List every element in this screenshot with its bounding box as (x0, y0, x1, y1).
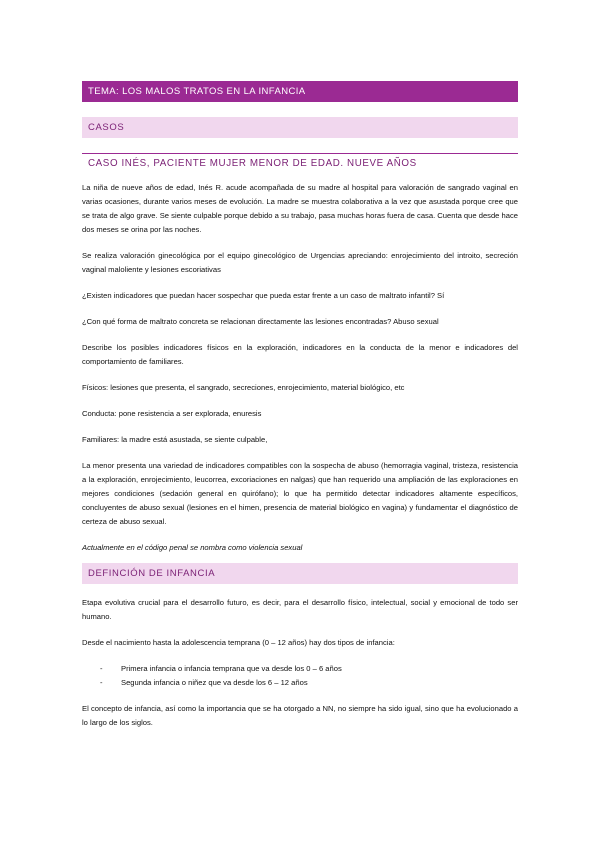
case-paragraph-2: Se realiza valoración ginecológica por el equipo ginecológico de Urgencias apreciando: enrojecimiento del introito, secreción vaginal maloliente y lesiones escoriativas (82, 251, 518, 274)
infancia-types-list (82, 662, 518, 690)
question-maltreatment-type: ¿Con qué forma de maltrato concreta se relacionan directamente las lesiones encontradas? Abuso sexual (82, 317, 439, 326)
physical-indicators: Físicos: lesiones que presenta, el sangrado, secreciones, enrojecimiento, material biológico, etc (82, 383, 405, 392)
case-conclusion: La menor presenta una variedad de indicadores compatibles con la sospecha de abuso (hemorragia vaginal, tristeza, resistencia a la exploración, enrojecimiento, leucorrea, excoriaciones en nalgas) que han requerido una ampliación de las exploraciones en mejores condiciones (sedación general en quirófano); lo que ha permitido detectar indicadores altamente específicos, concluyentes de abuso sexual (lesiones en el himen, presencia de material biológico en vagina) y fundamentar el diagnóstico de certeza de abuso sexual. (82, 461, 518, 526)
infancia-concept-evolution: El concepto de infancia, así como la importancia que se ha otorgado a NN, no siempre ha sido igual, sino que ha evolucionado a lo largo de los siglos. (82, 704, 518, 727)
list-item: - Segunda infancia o niñez que va desde los 6 – 12 años (100, 678, 308, 687)
infancia-types-intro: Desde el nacimiento hasta la adolescencia temprana (0 – 12 años) hay dos tipos de infancia: (82, 638, 395, 647)
family-indicators: Familiares: la madre está asustada, se siente culpable, (82, 435, 268, 444)
question-describe-indicators: Describe los posibles indicadores físicos en la exploración, indicadores en la conducta de la menor e indicadores del comportamiento de familiares. (82, 343, 518, 366)
document-content (82, 81, 518, 730)
section-infancia-band (82, 563, 518, 584)
case-paragraph-1: La niña de nueve años de edad, Inés R. acude acompañada de su madre al hospital para valoración de sangrado vaginal en varias ocasiones, durante varios meses de evolución. La madre se muestra colaborativa a la vez que asustada porque cree que se trata de algo grave. Se siente culpable porque debido a su trabajo, pasa muchas horas fuera de casa. Cuenta que desde hace dos meses se orina por las noches. (82, 183, 518, 234)
infancia-definition: Etapa evolutiva crucial para el desarrollo futuro, es decir, para el desarrollo físico, intelectual, social y emocional de todo ser humano. (82, 598, 518, 621)
section-casos-band (82, 117, 518, 138)
case-heading: CASO INÉS, PACIENTE MUJER MENOR DE EDAD. NUEVE AÑOS (82, 153, 518, 169)
question-indicators: ¿Existen indicadores que puedan hacer sospechar que pueda estar frente a un caso de maltrato infantil? Sí (82, 291, 445, 300)
penal-code-note: Actualmente en el código penal se nombra como violencia sexual (82, 543, 303, 552)
list-item: - Primera infancia o infancia temprana que va desde los 0 – 6 años (100, 664, 342, 673)
topic-title: TEMA: LOS MALOS TRATOS EN LA INFANCIA (88, 86, 306, 97)
section-casos-heading: CASOS (88, 122, 125, 133)
topic-title-bar (82, 81, 518, 102)
section-infancia-heading: DEFINCIÓN DE INFANCIA (88, 568, 216, 579)
behavior-indicators: Conducta: pone resistencia a ser explorada, enuresis (82, 409, 262, 418)
